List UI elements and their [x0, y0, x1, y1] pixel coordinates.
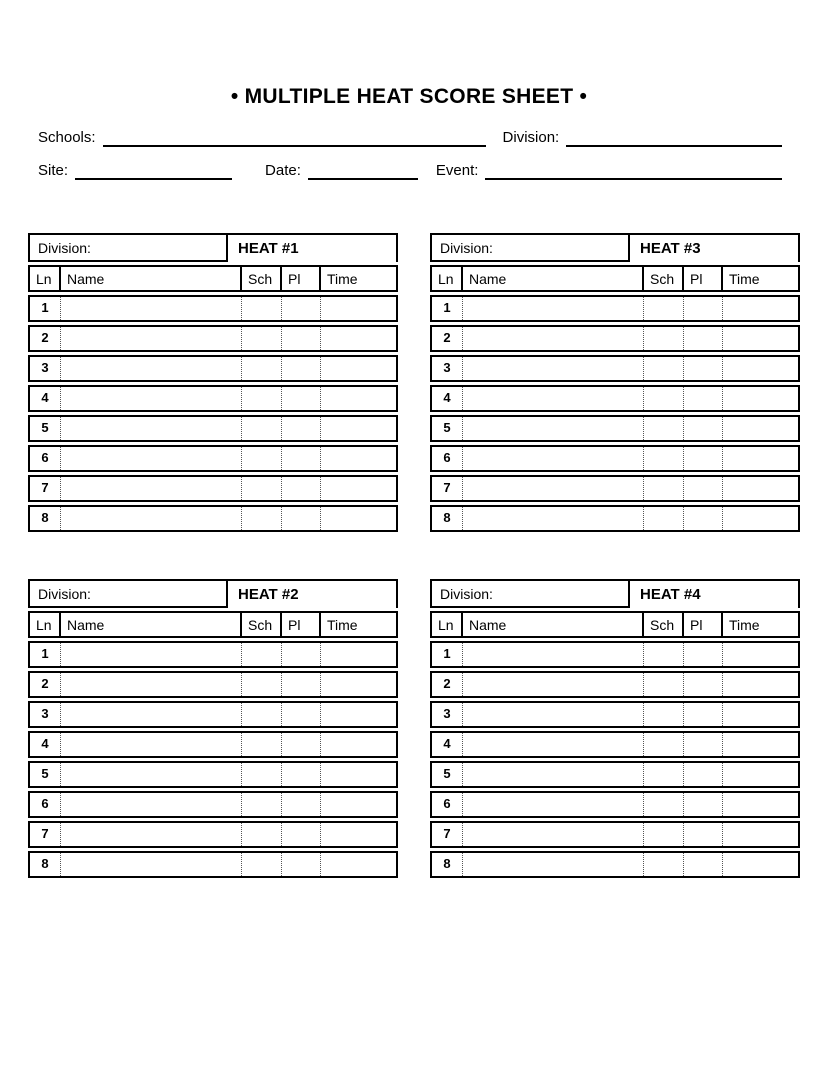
heat-table	[28, 579, 398, 878]
lane-pl-cell	[282, 417, 321, 440]
column-header-ln: Ln	[30, 613, 61, 636]
lane-pl-cell	[684, 447, 723, 470]
lane-sch-cell	[242, 387, 282, 410]
lane-time-cell	[321, 793, 396, 816]
lane-pl-cell	[684, 327, 723, 350]
lane-name-cell	[463, 477, 644, 500]
lane-time-cell	[723, 297, 798, 320]
heat-division-label: Division:	[440, 239, 493, 256]
lane-time-cell	[723, 327, 798, 350]
lane-time-cell	[321, 673, 396, 696]
heat-caption-row	[430, 579, 800, 608]
column-header-name: Name	[61, 267, 242, 290]
lane-time-cell	[723, 853, 798, 876]
lane-row	[28, 295, 398, 322]
lane-time-cell	[723, 357, 798, 380]
heat-division-box	[430, 233, 630, 262]
lane-pl-cell	[684, 673, 723, 696]
lane-sch-cell	[242, 673, 282, 696]
lane-sch-cell	[242, 297, 282, 320]
lane-number-cell: 5	[432, 763, 463, 786]
lane-number-cell: 3	[30, 357, 61, 380]
lane-sch-cell	[644, 733, 684, 756]
lane-name-cell	[463, 853, 644, 876]
lane-number-cell: 7	[30, 477, 61, 500]
lane-sch-cell	[644, 673, 684, 696]
lane-number-cell: 3	[30, 703, 61, 726]
column-header-time: Time	[729, 270, 760, 287]
lane-name-cell	[61, 853, 242, 876]
date-label: Date:	[265, 162, 301, 179]
lane-row	[28, 851, 398, 878]
lane-sch-cell	[644, 297, 684, 320]
lane-name-cell	[61, 357, 242, 380]
lane-sch-cell	[644, 507, 684, 530]
lane-time-cell	[321, 853, 396, 876]
lane-number-cell: 7	[30, 823, 61, 846]
column-header-time: Time	[327, 616, 358, 633]
lane-sch-cell	[644, 823, 684, 846]
lane-name-cell	[61, 507, 242, 530]
lane-number-cell: 2	[30, 673, 61, 696]
schools-division-row	[38, 129, 782, 147]
date-blank-line	[308, 162, 418, 180]
lane-number-cell: 6	[30, 447, 61, 470]
lane-name-cell	[463, 447, 644, 470]
column-header-sch: Sch	[242, 267, 282, 290]
lane-pl-cell	[684, 703, 723, 726]
lane-name-cell	[61, 823, 242, 846]
lane-pl-cell	[282, 327, 321, 350]
lane-sch-cell	[242, 823, 282, 846]
lane-number-cell: 7	[432, 477, 463, 500]
lane-sch-cell	[644, 703, 684, 726]
lane-pl-cell	[282, 447, 321, 470]
lane-pl-cell	[684, 417, 723, 440]
lane-name-cell	[463, 793, 644, 816]
column-header-sch: Sch	[644, 613, 684, 636]
lane-pl-cell	[684, 477, 723, 500]
lane-name-cell	[61, 417, 242, 440]
heat-division-box	[28, 579, 228, 608]
lane-number-cell: 8	[30, 853, 61, 876]
heat-header-row	[430, 611, 800, 638]
column-header-ln: Ln	[432, 267, 463, 290]
lane-time-cell	[723, 507, 798, 530]
column-header-name: Name	[463, 613, 644, 636]
lane-number-cell: 8	[432, 507, 463, 530]
lane-number-cell: 1	[30, 643, 61, 666]
lane-pl-cell	[282, 733, 321, 756]
event-label: Event:	[435, 162, 479, 179]
site-date-event-row	[38, 162, 782, 180]
lane-name-cell	[463, 703, 644, 726]
column-header-sch: Sch	[644, 267, 684, 290]
lane-time-cell	[321, 763, 396, 786]
lane-name-cell	[463, 507, 644, 530]
lane-time-cell	[723, 733, 798, 756]
lane-name-cell	[61, 793, 242, 816]
lane-name-cell	[61, 703, 242, 726]
column-header-pl: Pl	[282, 267, 321, 290]
lane-name-cell	[61, 477, 242, 500]
lane-number-cell: 5	[432, 417, 463, 440]
lane-row	[28, 415, 398, 442]
lane-time-cell	[723, 417, 798, 440]
lane-name-cell	[61, 297, 242, 320]
lane-row	[28, 821, 398, 848]
lane-number-cell: 2	[432, 673, 463, 696]
lane-pl-cell	[684, 823, 723, 846]
column-header-ln: Ln	[30, 267, 61, 290]
lane-number-cell: 1	[30, 297, 61, 320]
heat-caption-row	[28, 579, 398, 608]
lane-row	[28, 385, 398, 412]
lane-sch-cell	[242, 793, 282, 816]
lane-pl-cell	[282, 507, 321, 530]
lane-row	[28, 731, 398, 758]
lane-number-cell: 2	[432, 327, 463, 350]
heats-grid	[28, 233, 800, 878]
lane-sch-cell	[242, 733, 282, 756]
lane-pl-cell	[282, 673, 321, 696]
column-header-time: Time	[327, 270, 358, 287]
lane-sch-cell	[644, 387, 684, 410]
lane-row	[430, 761, 800, 788]
lane-time-cell	[723, 477, 798, 500]
division-label: Division:	[502, 129, 560, 146]
lane-pl-cell	[684, 387, 723, 410]
heat-body	[430, 641, 800, 878]
lane-time-cell	[723, 673, 798, 696]
lane-number-cell: 4	[30, 387, 61, 410]
lane-time-cell	[321, 447, 396, 470]
lane-time-cell	[321, 297, 396, 320]
lane-pl-cell	[684, 643, 723, 666]
lane-sch-cell	[644, 853, 684, 876]
lane-name-cell	[463, 733, 644, 756]
heat-division-box	[28, 233, 228, 262]
lane-row	[28, 671, 398, 698]
schools-blank-line	[103, 129, 486, 147]
lane-number-cell: 3	[432, 357, 463, 380]
lane-row	[430, 851, 800, 878]
lane-pl-cell	[684, 507, 723, 530]
schools-label: Schools:	[38, 129, 96, 146]
lane-row	[430, 731, 800, 758]
lane-number-cell: 7	[432, 823, 463, 846]
lane-name-cell	[463, 643, 644, 666]
lane-row	[430, 505, 800, 532]
lane-name-cell	[463, 763, 644, 786]
site-blank-line	[75, 162, 232, 180]
lane-number-cell: 6	[432, 793, 463, 816]
heat-header-row	[28, 611, 398, 638]
lane-number-cell: 1	[432, 297, 463, 320]
lane-pl-cell	[684, 763, 723, 786]
lane-time-cell	[321, 507, 396, 530]
lane-pl-cell	[282, 763, 321, 786]
lane-name-cell	[463, 327, 644, 350]
lane-name-cell	[463, 357, 644, 380]
lane-name-cell	[463, 387, 644, 410]
lane-number-cell: 5	[30, 763, 61, 786]
lane-row	[28, 761, 398, 788]
heat-number-label: HEAT #2	[228, 579, 398, 608]
lane-time-cell	[321, 477, 396, 500]
column-header-name: Name	[61, 613, 242, 636]
lane-time-cell	[321, 327, 396, 350]
lane-name-cell	[61, 763, 242, 786]
lane-sch-cell	[242, 447, 282, 470]
lane-number-cell: 4	[432, 387, 463, 410]
lane-sch-cell	[242, 357, 282, 380]
lane-sch-cell	[242, 417, 282, 440]
lane-name-cell	[61, 387, 242, 410]
lane-sch-cell	[242, 643, 282, 666]
lane-sch-cell	[242, 477, 282, 500]
lane-pl-cell	[684, 733, 723, 756]
lane-sch-cell	[644, 357, 684, 380]
lane-pl-cell	[282, 387, 321, 410]
lane-row	[430, 295, 800, 322]
lane-name-cell	[463, 823, 644, 846]
heat-number-label: HEAT #4	[630, 579, 800, 608]
page-title: • MULTIPLE HEAT SCORE SHEET •	[230, 85, 588, 108]
heat-division-box	[430, 579, 630, 608]
heat-table	[430, 233, 800, 532]
lane-time-cell	[321, 643, 396, 666]
heat-table	[430, 579, 800, 878]
lane-sch-cell	[644, 763, 684, 786]
lane-number-cell: 8	[432, 853, 463, 876]
lane-number-cell: 6	[30, 793, 61, 816]
lane-time-cell	[321, 417, 396, 440]
lane-row	[430, 415, 800, 442]
lane-pl-cell	[282, 477, 321, 500]
lane-time-cell	[321, 733, 396, 756]
lane-number-cell: 6	[432, 447, 463, 470]
lane-row	[28, 445, 398, 472]
lane-time-cell	[723, 763, 798, 786]
lane-pl-cell	[282, 853, 321, 876]
lane-sch-cell	[242, 853, 282, 876]
heat-caption-row	[430, 233, 800, 262]
lane-time-cell	[723, 643, 798, 666]
column-header-sch: Sch	[242, 613, 282, 636]
lane-pl-cell	[684, 853, 723, 876]
lane-number-cell: 8	[30, 507, 61, 530]
lane-time-cell	[321, 823, 396, 846]
lane-sch-cell	[644, 477, 684, 500]
lane-pl-cell	[282, 643, 321, 666]
column-header-pl: Pl	[282, 613, 321, 636]
heat-number-label: HEAT #3	[630, 233, 800, 262]
site-label: Site:	[38, 162, 69, 179]
lane-row	[28, 505, 398, 532]
column-header-name: Name	[463, 267, 644, 290]
lane-number-cell: 3	[432, 703, 463, 726]
heat-header-row	[430, 265, 800, 292]
lane-name-cell	[61, 733, 242, 756]
lane-row	[28, 355, 398, 382]
lane-name-cell	[61, 643, 242, 666]
heat-table	[28, 233, 398, 532]
lane-sch-cell	[242, 327, 282, 350]
lane-row	[430, 701, 800, 728]
lane-row	[430, 385, 800, 412]
lane-row	[28, 641, 398, 668]
lane-row	[430, 445, 800, 472]
lane-row	[430, 325, 800, 352]
lane-sch-cell	[242, 507, 282, 530]
lane-sch-cell	[242, 703, 282, 726]
lane-row	[430, 821, 800, 848]
column-header-pl: Pl	[684, 267, 723, 290]
lane-sch-cell	[644, 643, 684, 666]
lane-time-cell	[321, 357, 396, 380]
lane-pl-cell	[684, 297, 723, 320]
heat-division-label: Division:	[38, 585, 91, 602]
heat-body	[28, 641, 398, 878]
lane-number-cell: 1	[432, 643, 463, 666]
lane-row	[28, 475, 398, 502]
lane-time-cell	[723, 387, 798, 410]
lane-row	[430, 641, 800, 668]
lane-pl-cell	[684, 357, 723, 380]
lane-number-cell: 2	[30, 327, 61, 350]
lane-pl-cell	[282, 357, 321, 380]
lane-name-cell	[463, 673, 644, 696]
lane-row	[28, 325, 398, 352]
lane-pl-cell	[282, 703, 321, 726]
column-header-time: Time	[729, 616, 760, 633]
column-header-ln: Ln	[432, 613, 463, 636]
lane-time-cell	[321, 703, 396, 726]
event-blank-line	[485, 162, 782, 180]
lane-pl-cell	[282, 297, 321, 320]
lane-name-cell	[61, 673, 242, 696]
lane-row	[28, 791, 398, 818]
lane-time-cell	[723, 447, 798, 470]
lane-row	[430, 671, 800, 698]
heat-caption-row	[28, 233, 398, 262]
lane-name-cell	[61, 327, 242, 350]
heat-body	[28, 295, 398, 532]
lane-name-cell	[61, 447, 242, 470]
lane-sch-cell	[644, 793, 684, 816]
lane-row	[430, 475, 800, 502]
lane-sch-cell	[644, 327, 684, 350]
heat-number-label: HEAT #1	[228, 233, 398, 262]
lane-name-cell	[463, 417, 644, 440]
lane-row	[28, 701, 398, 728]
lane-sch-cell	[644, 447, 684, 470]
lane-number-cell: 5	[30, 417, 61, 440]
lane-number-cell: 4	[432, 733, 463, 756]
heat-division-label: Division:	[38, 239, 91, 256]
lane-sch-cell	[242, 763, 282, 786]
lane-sch-cell	[644, 417, 684, 440]
lane-time-cell	[321, 387, 396, 410]
lane-number-cell: 4	[30, 733, 61, 756]
heat-division-label: Division:	[440, 585, 493, 602]
heat-header-row	[28, 265, 398, 292]
division-blank-line	[566, 129, 782, 147]
lane-row	[430, 791, 800, 818]
lane-time-cell	[723, 793, 798, 816]
lane-time-cell	[723, 823, 798, 846]
lane-pl-cell	[684, 793, 723, 816]
column-header-pl: Pl	[684, 613, 723, 636]
lane-pl-cell	[282, 793, 321, 816]
heat-body	[430, 295, 800, 532]
lane-name-cell	[463, 297, 644, 320]
lane-pl-cell	[282, 823, 321, 846]
lane-row	[430, 355, 800, 382]
lane-time-cell	[723, 703, 798, 726]
